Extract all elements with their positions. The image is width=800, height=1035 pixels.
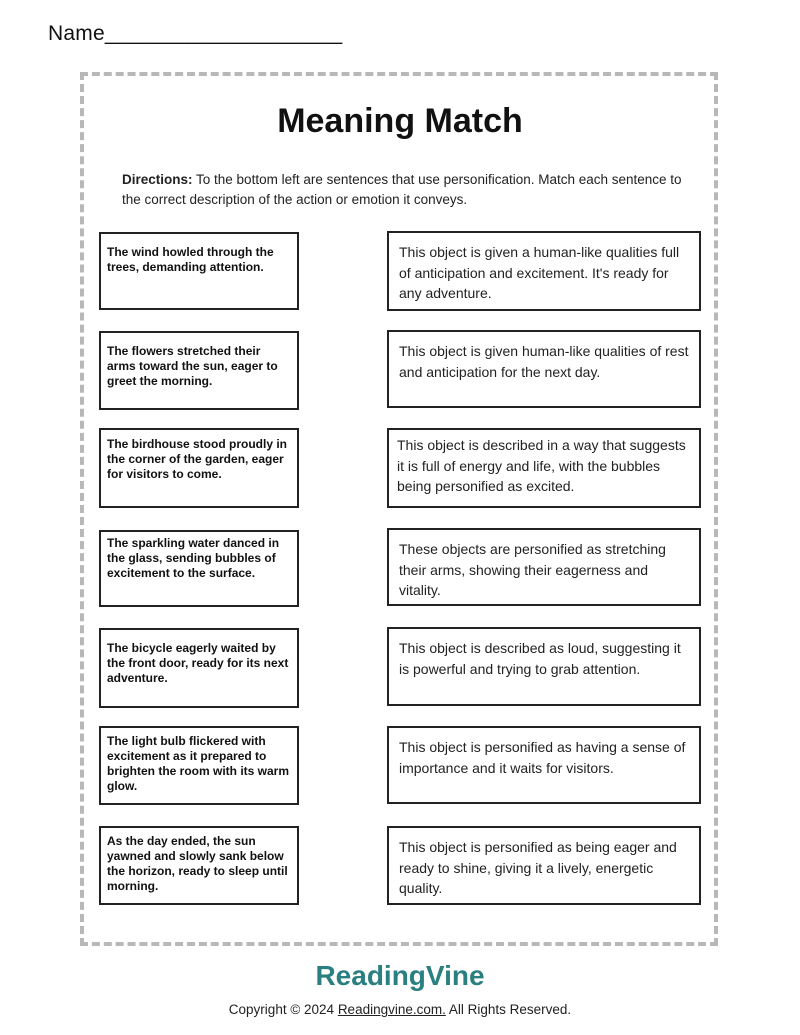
description-card-6: This object is personified as having a sense of importance and it waits for visitors. (387, 726, 701, 804)
directions-text: To the bottom left are sentences that use personification. Match each sentence to the correct description of the action or emotion it conveys. (122, 172, 682, 207)
description-card-4: These objects are personified as stretching their arms, showing their eagerness and vitality. (387, 528, 701, 606)
copyright-suffix: All Rights Reserved. (445, 1002, 572, 1017)
page-title: Meaning Match (277, 102, 523, 140)
copyright-footer (0, 1002, 800, 1017)
description-card-2: This object is given human-like qualities of rest and anticipation for the next day. (387, 330, 701, 408)
description-card-3: This object is described in a way that suggests it is full of energy and life, with the bubbles being personified as excited. (387, 428, 701, 508)
sentence-card-4: The sparkling water danced in the glass, sending bubbles of excitement to the surface. (99, 530, 299, 607)
description-card-5: This object is described as loud, suggesting it is powerful and trying to grab attention. (387, 627, 701, 706)
copyright-prefix: Copyright © 2024 (228, 1002, 338, 1017)
name-field-label: Name____________________ (48, 22, 343, 45)
sentence-card-5: The bicycle eagerly waited by the front door, ready for its next adventure. (99, 628, 299, 708)
readingvine-logo: ReadingVine (315, 960, 485, 991)
directions (122, 170, 692, 210)
sentence-card-1: The wind howled through the trees, demanding attention. (99, 232, 299, 310)
sentence-card-3: The birdhouse stood proudly in the corner of the garden, eager for visitors to come. (99, 428, 299, 508)
sentence-card-7: As the day ended, the sun yawned and slowly sank below the horizon, ready to sleep until morning. (99, 826, 299, 905)
sentence-card-2: The flowers stretched their arms toward the sun, eager to greet the morning. (99, 331, 299, 410)
directions-label: Directions: (122, 172, 193, 187)
description-card-1: This object is given a human-like qualities full of anticipation and excitement. It's ready for any adventure. (387, 231, 701, 311)
sentence-card-6: The light bulb flickered with excitement as it prepared to brighten the room with its warm glow. (99, 726, 299, 805)
readingvine-link[interactable]: Readingvine.com. (337, 1002, 446, 1017)
description-card-7: This object is personified as being eager and ready to shine, giving it a lively, energetic quality. (387, 826, 701, 905)
